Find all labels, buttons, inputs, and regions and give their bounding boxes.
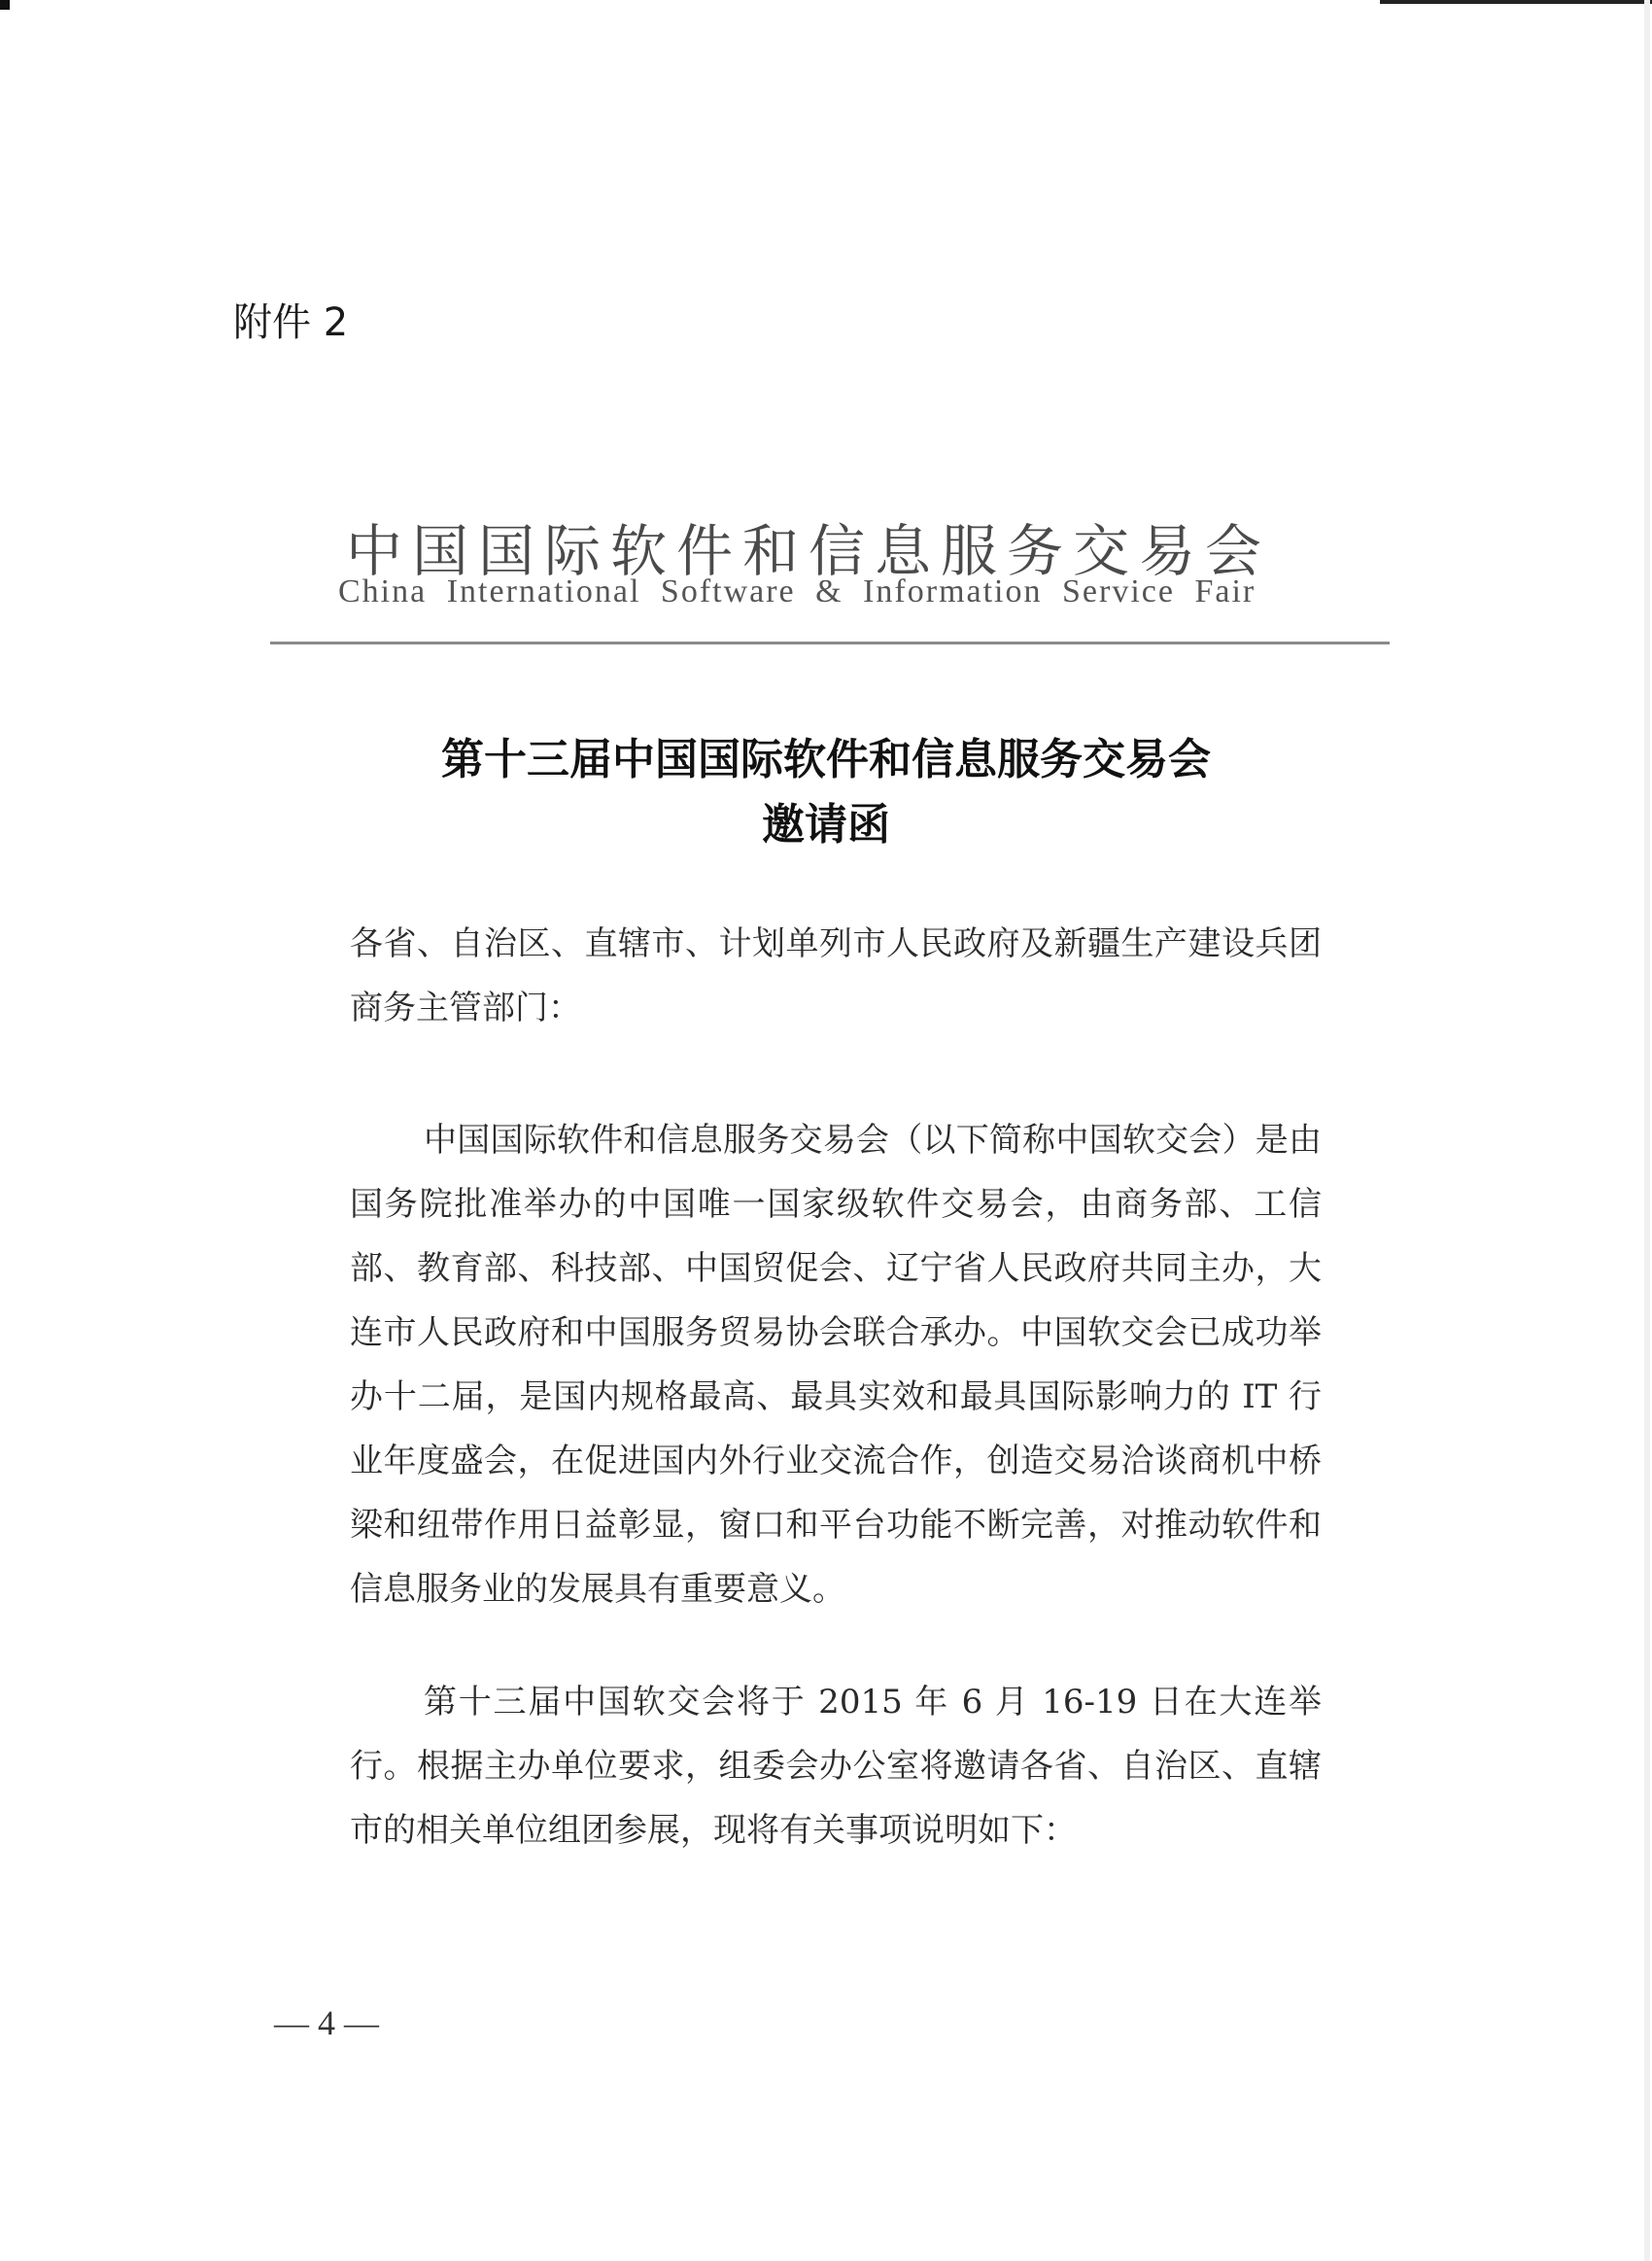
body-paragraph: 第十三届中国软交会将于 2015 年 6 月 16-19 日在大连举行。根据主办单位要求，组委会办公室将邀请各省、自治区、直辖市的相关单位组团参展，现将有关事项说明如下： [350,1683,1322,1850]
salutation: 各省、自治区、直辖市、计划单列市人民政府及新疆生产建设兵团商务主管部门： [350,924,1322,1027]
scan-artifact [0,0,10,10]
letterhead-divider [270,642,1390,644]
attachment-label: 附件 2 [233,300,349,345]
document-subtitle: 邀请函 [762,800,890,850]
document-title: 第十三届中国国际软件和信息服务交易会 [441,735,1211,784]
letterhead-org-name-cn: 中国国际软件和信息服务交易会 [346,518,1272,584]
body-paragraph: 中国国际软件和信息服务交易会（以下简称中国软交会）是由国务院批准举办的中国唯一国家级软件交易会，由商务部、工信部、教育部、科技部、中国贸促会、辽宁省人民政府共同主办，大连市人民政府和中国服务贸易协会联合承办。中国软交会已成功举办十二届，是国内规格最高、最具实效和最具国际影响力的 IT 行业年度盛会，在促进国内外行业交流合作，创造交易洽谈商机中桥梁和纽带作用日益彰显，窗口和平台功能不断完善，对推动软件和信息服务业的发展具有重要意义。 [350,1121,1322,1609]
page-number: — 4 — [274,2003,379,2042]
scan-edge [1644,0,1650,2261]
letterhead-org-name-en: China International Software & Information Service Fair [338,574,1256,609]
scan-artifact [1380,0,1652,4]
